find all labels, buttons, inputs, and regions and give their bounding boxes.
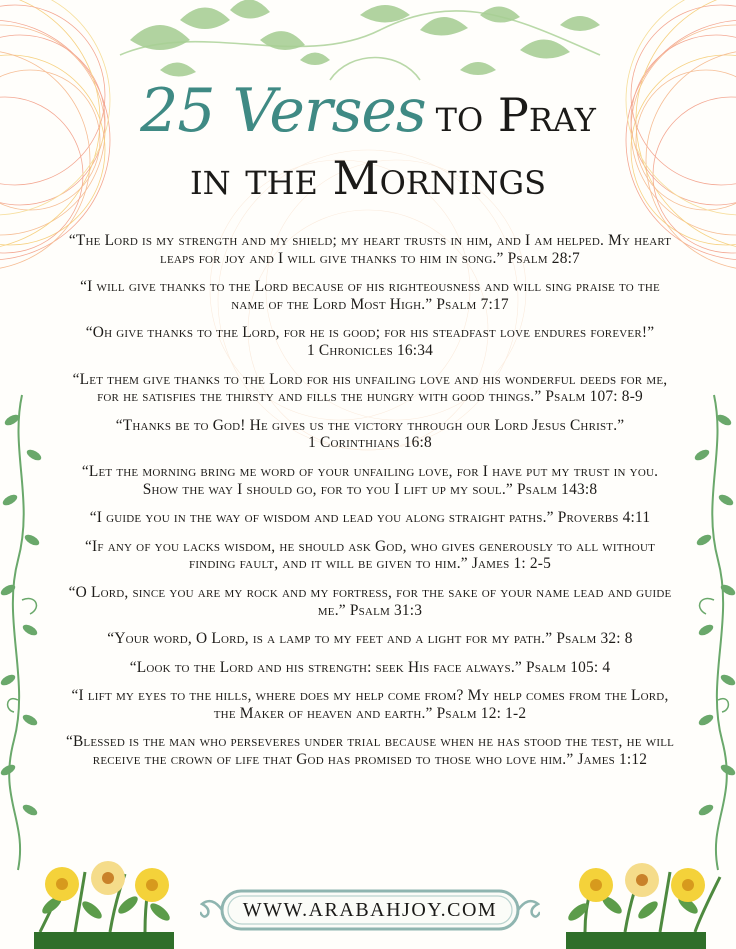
left-flowers-icon — [34, 861, 174, 949]
verse-item — [64, 733, 676, 768]
verse-item — [64, 417, 676, 452]
verse-reference: 1 Chronicles 16:34 — [306, 341, 434, 359]
title-line-1 — [0, 68, 736, 154]
verse-item — [64, 232, 676, 267]
verse-reference: Psalm 12: 1-2 — [436, 704, 527, 722]
verse-text: “I will give thanks to the Lord because of his righteousness and will sing praise to the name of the Lord Most High.” — [80, 278, 660, 313]
right-vine-icon — [693, 395, 736, 870]
verse-reference: Psalm 7:17 — [436, 295, 509, 313]
verse-text: “Blessed is the man who perseveres under trial because when he has stood the test, he will receive the crown of life that God has promised to those who love him.” — [65, 733, 675, 769]
verse-reference: Psalm 143:8 — [517, 480, 598, 498]
verse-item — [64, 324, 676, 359]
title-script-text: 25 Verses — [140, 76, 426, 146]
right-flowers-icon — [566, 863, 720, 949]
verse-item — [64, 278, 676, 313]
verse-item — [64, 659, 676, 677]
verse-text: “O Lord, since you are my rock and my fortress, for the sake of your name lead and guide me.” — [68, 583, 672, 619]
verse-text: “If any of you lacks wisdom, he should ask God, who gives generously to all without finding fault, and it will be given to him.” — [84, 537, 656, 573]
verse-text: “Let the morning bring me word of your unfailing love, for I have put my trust in you. Show the way I should go, for to you I lift up my soul.” — [81, 462, 659, 498]
verse-reference: Psalm 28:7 — [507, 249, 580, 267]
verse-reference: Psalm 107: 8-9 — [545, 388, 643, 406]
verse-text: “Your word, O Lord, is a lamp to my feet and a light for my path.” — [107, 630, 553, 648]
verse-text: “Look to the Lord and his strength: seek His face always.” — [129, 658, 522, 676]
title-line-2: in the Mornings — [189, 151, 547, 205]
verse-item — [64, 371, 676, 406]
left-vine-icon — [0, 395, 43, 870]
verse-text: “I lift my eyes to the hills, where does my help come from? My help comes from the Lord, the Maker of heaven and earth.” — [71, 687, 669, 722]
verse-text: “I guide you in the way of wisdom and lead you along straight paths.” — [89, 509, 554, 527]
verse-item — [64, 463, 676, 498]
verse-item — [64, 509, 676, 527]
verse-reference: Psalm 105: 4 — [526, 658, 611, 676]
verse-reference: 1 Corinthians 16:8 — [308, 434, 432, 452]
verse-item — [64, 630, 676, 648]
verse-item — [64, 584, 676, 619]
page-title — [0, 68, 736, 206]
verse-reference: James 1: 2-5 — [471, 555, 551, 573]
verse-text: “The Lord is my strength and my shield; my heart trusts in him, and I am helped. My heart leaps for joy and I will give thanks to him in song.” — [68, 232, 672, 267]
verse-reference: Psalm 31:3 — [349, 601, 423, 619]
verse-text: “Thanks be to God! He gives us the victory through our Lord Jesus Christ.” — [115, 416, 625, 434]
verse-item — [64, 687, 676, 722]
verse-text: “Let them give thanks to the Lord for his unfailing love and his wonderful deeds for me, for he satisfies the thirsty and fills the hungry with good things.” — [72, 370, 668, 406]
top-leaves-icon — [130, 0, 600, 77]
verse-reference: James 1:12 — [577, 751, 648, 769]
verse-item — [64, 538, 676, 573]
website-banner[interactable] — [200, 887, 540, 933]
verse-reference: Proverbs 4:11 — [557, 509, 651, 527]
verse-reference: Psalm 32: 8 — [556, 630, 633, 648]
title-caps-text: to Pray — [435, 88, 596, 142]
verse-list — [64, 232, 676, 769]
verse-text: “Oh give thanks to the Lord, for he is good; for his steadfast love endures forever!” — [85, 324, 655, 342]
website-url-link[interactable]: WWW.ARABAHJOY.COM — [242, 899, 498, 921]
